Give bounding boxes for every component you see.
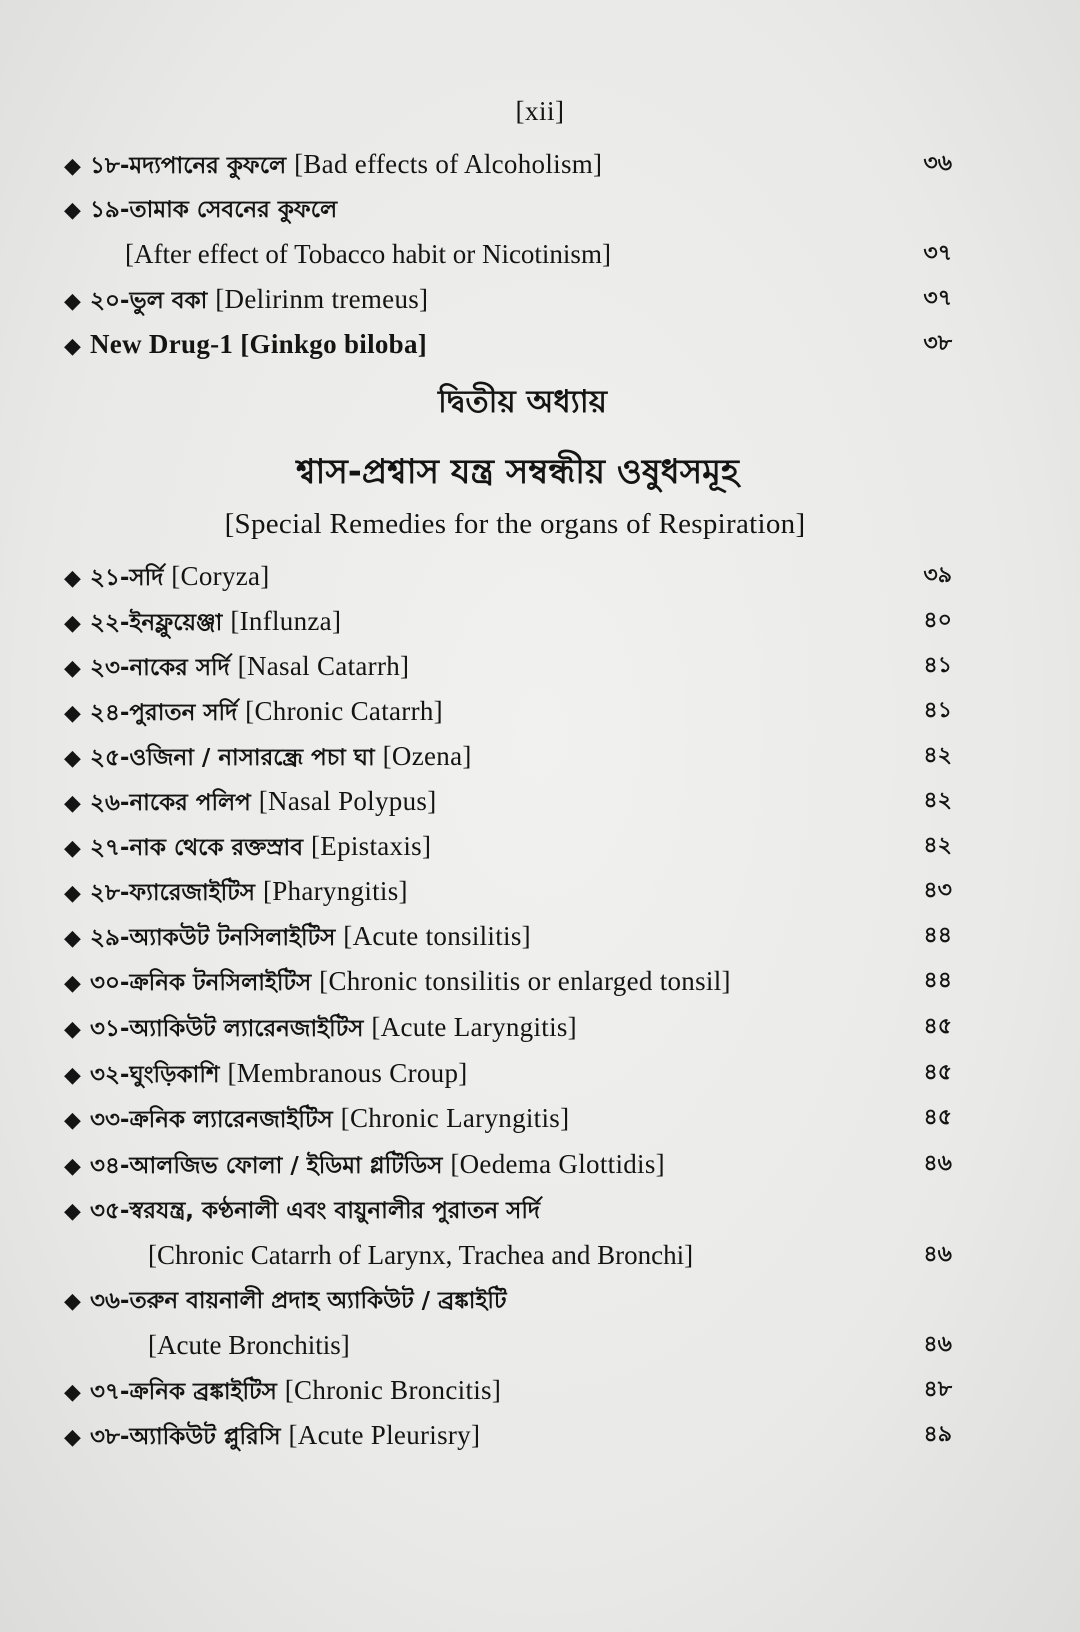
entry-english-title: [Chronic Broncitis]	[284, 1375, 502, 1405]
entry-page-number: ৪৬	[923, 1332, 952, 1357]
entry-bengali-title: ২৩-নাকের সর্দি	[90, 655, 230, 681]
diamond-bullet-icon: ◆	[64, 746, 81, 771]
diamond-bullet-icon: ◆	[64, 1380, 81, 1405]
diamond-bullet-icon: ◆	[64, 289, 81, 314]
diamond-bullet-icon: ◆	[64, 566, 81, 591]
diamond-bullet-icon: ◆	[64, 198, 81, 223]
entry-page-number: ৩৭	[923, 241, 952, 266]
entry-english-title: [Membranous Croup]	[227, 1058, 468, 1088]
entry-english-title: [Bad effects of Alcoholism]	[294, 149, 603, 179]
toc-entry	[64, 604, 952, 641]
entry-bengali-title: ১৮-মদ্যপানের কুফলে	[90, 153, 287, 179]
entry-english-title: [Nasal Polypus]	[258, 786, 437, 816]
toc-entry	[64, 282, 952, 319]
entry-english-title: [Acute Pleurisry]	[288, 1420, 481, 1450]
entry-page-number: ৩৯	[923, 563, 952, 588]
entry-page-number: ৪২	[923, 833, 952, 858]
entry-english-title: [Chronic tonsilitis or enlarged tonsil]	[319, 966, 731, 996]
entry-page-number: ৪৫	[923, 1014, 952, 1039]
entry-english-title: [Acute Laryngitis]	[371, 1012, 577, 1042]
entry-page-number: ৪৬	[923, 1242, 952, 1267]
entry-bengali-title: ২১-সর্দি	[90, 565, 164, 591]
toc-entry-continuation	[125, 237, 952, 271]
entry-page-number: ৪৮	[923, 1377, 952, 1402]
entry-page-number: ৪৩	[923, 878, 952, 903]
entry-bengali-title: ৩৬-তরুন বায়নালী প্রদাহ অ্যাকিউট / ব্রঙ্কাইটি	[90, 1288, 507, 1314]
diamond-bullet-icon: ◆	[64, 1154, 81, 1179]
diamond-bullet-icon: ◆	[64, 154, 81, 179]
entry-page-number: ৩৮	[923, 331, 952, 356]
entry-english-title: [Acute Bronchitis]	[148, 1330, 350, 1360]
toc-entry	[64, 1193, 952, 1229]
toc-entry-continuation	[148, 1328, 952, 1362]
diamond-bullet-icon: ◆	[64, 971, 81, 996]
entry-page-number: ৪৫	[923, 1060, 952, 1085]
entry-page-number: ৪০	[923, 608, 952, 633]
entry-page-number: ৪৬	[923, 1151, 952, 1176]
entry-bengali-title: ২৯-অ্যাকউট টনসিলাইটিস	[90, 925, 336, 951]
entry-bengali-title: ২৫-ওজিনা / নাসারন্ধ্রে পচা ঘা	[90, 745, 375, 771]
entry-english-title: [Nasal Catarrh]	[237, 651, 410, 681]
entry-bengali-title: ৩৮-অ্যাকিউট প্লুরিসি	[90, 1424, 281, 1450]
entry-bengali-title: ৩৪-আলজিভ ফোলা / ইডিমা গ্লটিডিস	[90, 1153, 443, 1179]
diamond-bullet-icon: ◆	[64, 334, 81, 359]
entry-english-title: [Coryza]	[171, 561, 270, 591]
toc-entry	[64, 1147, 952, 1184]
entry-english-title: [Chronic Laryngitis]	[340, 1103, 570, 1133]
chapter-label: দ্বিতীয় অধ্যায়	[438, 384, 607, 420]
entry-page-number: ৪১	[923, 653, 952, 678]
entry-page-number: ৪১	[923, 698, 952, 723]
entry-page-number: ৪৫	[923, 1105, 952, 1130]
toc-entry	[64, 694, 952, 731]
entry-bengali-title: ৩০-ক্রনিক টনসিলাইটিস	[90, 970, 312, 996]
toc-entry	[64, 649, 952, 686]
entry-english-title: [Ozena]	[382, 741, 472, 771]
entry-bengali-title: ১৯-তামাক সেবনের কুফলে	[90, 197, 338, 223]
entry-bengali-title: ২৬-নাকের পলিপ	[90, 790, 251, 816]
entry-bengali-title: ৩৫-স্বরযন্ত্র, কণ্ঠনালী এবং বায়ুনালীর পুরাতন সর্দি	[90, 1198, 540, 1224]
diamond-bullet-icon: ◆	[64, 1425, 81, 1450]
chapter-title: শ্বাস-প্রশ্বাস যন্ত্র সম্বন্ধীয় ওষুধসমূহ	[296, 452, 739, 492]
diamond-bullet-icon: ◆	[64, 656, 81, 681]
entry-bengali-title: ২২-ইনফ্লুয়েঞ্জা	[90, 610, 223, 636]
diamond-bullet-icon: ◆	[64, 881, 81, 906]
diamond-bullet-icon: ◆	[64, 1063, 81, 1088]
diamond-bullet-icon: ◆	[64, 926, 81, 951]
entry-page-number: ৩৬	[923, 151, 952, 176]
toc-entry	[64, 1010, 952, 1047]
entry-bengali-title: ৩২-ঘুংড়িকাশি	[90, 1062, 220, 1088]
toc-entry	[64, 874, 952, 911]
toc-entry	[64, 1373, 952, 1410]
diamond-bullet-icon: ◆	[64, 1289, 81, 1314]
entry-english-title: New Drug-1 [Ginkgo biloba]	[90, 329, 428, 359]
entry-english-title: [Pharyngitis]	[262, 876, 408, 906]
page-number: [xii]	[515, 96, 565, 126]
toc-entry	[64, 919, 952, 956]
entry-page-number: ৪২	[923, 788, 952, 813]
entry-english-title: [Delirinm tremeus]	[215, 284, 429, 314]
diamond-bullet-icon: ◆	[64, 791, 81, 816]
entry-page-number: ৪৯	[923, 1422, 952, 1447]
entry-bengali-title: ৩৩-ক্রনিক ল্যারেনজাইটিস	[90, 1107, 333, 1133]
toc-entry	[64, 1056, 952, 1093]
toc-entry	[64, 1101, 952, 1138]
diamond-bullet-icon: ◆	[64, 611, 81, 636]
entry-page-number: ৪৪	[923, 923, 952, 948]
diamond-bullet-icon: ◆	[64, 1017, 81, 1042]
toc-entry	[64, 1283, 952, 1319]
toc-entry	[64, 1418, 952, 1455]
toc-entry	[64, 784, 952, 821]
entry-english-title: [Chronic Catarrh of Larynx, Trachea and Bronchi]	[148, 1240, 694, 1270]
toc-entry	[64, 559, 952, 596]
entry-english-title: [Epistaxis]	[310, 831, 432, 861]
diamond-bullet-icon: ◆	[64, 1199, 81, 1224]
entry-english-title: [Chronic Catarrh]	[245, 696, 443, 726]
entry-english-title: [After effect of Tobacco habit or Nicotinism]	[125, 239, 611, 269]
toc-entry-continuation	[148, 1238, 952, 1272]
diamond-bullet-icon: ◆	[64, 836, 81, 861]
toc-entry	[64, 829, 952, 866]
toc-entry	[64, 327, 952, 364]
entry-english-title: [Influnza]	[230, 606, 342, 636]
entry-page-number: ৪২	[923, 743, 952, 768]
entry-bengali-title: ২৭-নাক থেকে রক্তস্রাব	[90, 835, 304, 861]
entry-english-title: [Oedema Glottidis]	[450, 1149, 665, 1179]
entry-english-title: [Acute tonsilitis]	[343, 921, 531, 951]
toc-entry	[64, 192, 952, 228]
diamond-bullet-icon: ◆	[64, 1108, 81, 1133]
toc-entry	[64, 964, 952, 1001]
entry-page-number: ৩৭	[923, 286, 952, 311]
entry-bengali-title: ২০-ভুল বকা	[90, 288, 208, 314]
entry-bengali-title: ৩১-অ্যাকিউট ল্যারেনজাইটিস	[90, 1016, 364, 1042]
toc-entry	[64, 147, 952, 184]
entry-bengali-title: ২৮-ফ্যারেজাইটিস	[90, 880, 255, 906]
diamond-bullet-icon: ◆	[64, 701, 81, 726]
entry-bengali-title: ২৪-পুরাতন সর্দি	[90, 700, 238, 726]
chapter-subtitle: [Special Remedies for the organs of Respiration]	[224, 508, 806, 540]
entry-page-number: ৪৪	[923, 968, 952, 993]
entry-bengali-title: ৩৭-ক্রনিক ব্রঙ্কাইটিস	[90, 1379, 277, 1405]
toc-entry	[64, 739, 952, 776]
